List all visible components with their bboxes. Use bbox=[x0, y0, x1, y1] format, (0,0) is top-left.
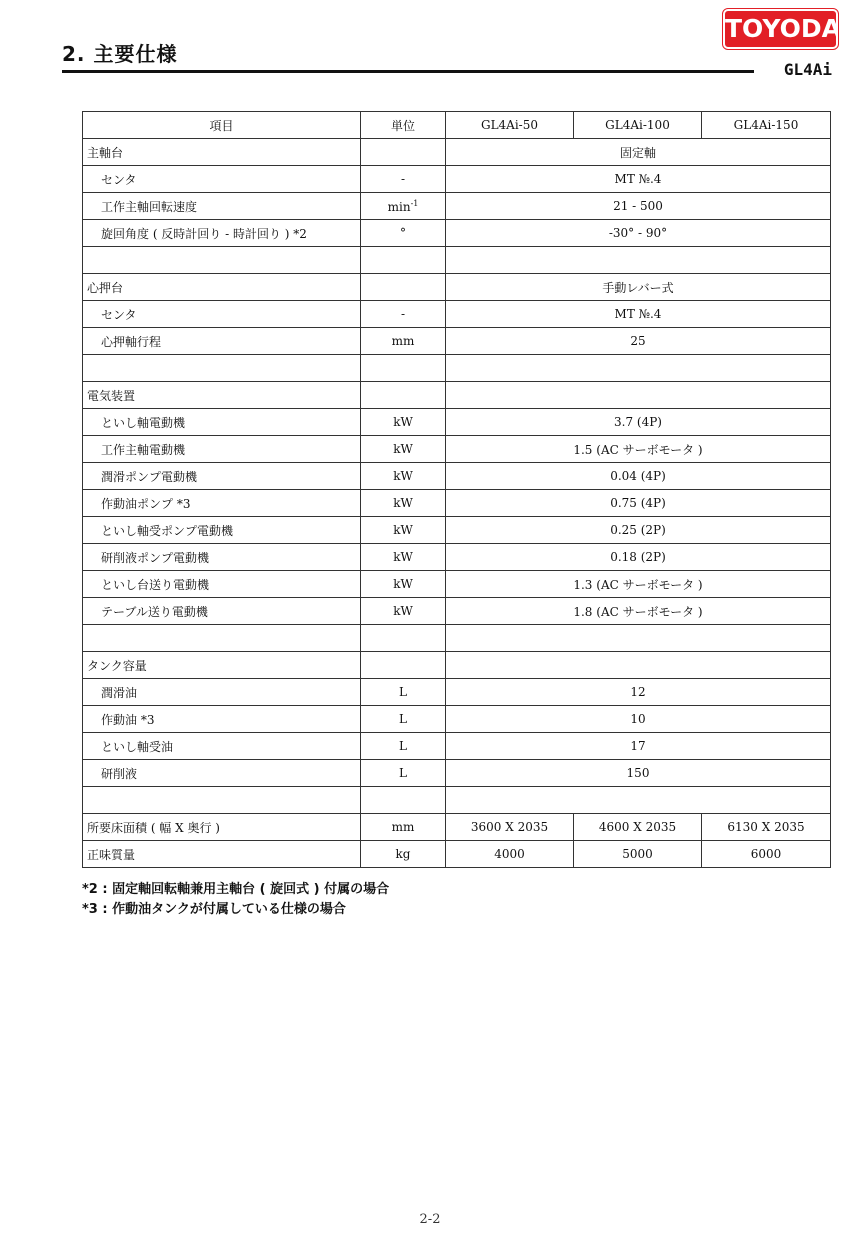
value-cell: 150 bbox=[446, 760, 831, 787]
unit-cell bbox=[361, 220, 446, 247]
table-row bbox=[83, 193, 831, 220]
unit-cell bbox=[361, 706, 446, 733]
table-row bbox=[83, 436, 831, 463]
table-row bbox=[83, 463, 831, 490]
value-cell: 4600 X 2035 bbox=[574, 814, 702, 841]
value-cell: 0.25 (2P) bbox=[446, 517, 831, 544]
unit-text: kW bbox=[393, 415, 413, 429]
value-cell: 6130 X 2035 bbox=[702, 814, 831, 841]
table-row bbox=[83, 382, 831, 409]
unit-cell bbox=[361, 274, 446, 301]
item-cell: 工作主軸回転速度 bbox=[83, 193, 361, 220]
item-cell: テーブル送り電動機 bbox=[83, 598, 361, 625]
value-cell: 固定軸 bbox=[446, 139, 831, 166]
value-cell: 1.8 (AC サーボモータ ) bbox=[446, 598, 831, 625]
table-row bbox=[83, 571, 831, 598]
blank-cell-item bbox=[83, 625, 361, 652]
unit-text: ° bbox=[400, 226, 406, 240]
value-cell: 3.7 (4P) bbox=[446, 409, 831, 436]
unit-text: kW bbox=[393, 577, 413, 591]
table-row bbox=[83, 247, 831, 274]
table-row bbox=[83, 220, 831, 247]
item-cell: 心押軸行程 bbox=[83, 328, 361, 355]
item-cell: といし軸受ポンプ電動機 bbox=[83, 517, 361, 544]
unit-cell bbox=[361, 679, 446, 706]
blank-cell-item bbox=[83, 787, 361, 814]
table-row bbox=[83, 166, 831, 193]
value-cell: 6000 bbox=[702, 841, 831, 868]
value-cell: 3600 X 2035 bbox=[446, 814, 574, 841]
unit-text: - bbox=[400, 172, 406, 186]
unit-text: min bbox=[387, 199, 411, 214]
value-cell: 10 bbox=[446, 706, 831, 733]
table-row bbox=[83, 544, 831, 571]
blank-cell-value bbox=[446, 625, 831, 652]
unit-text: mm bbox=[391, 820, 415, 834]
unit-cell bbox=[361, 652, 446, 679]
table-row bbox=[83, 760, 831, 787]
item-cell: センタ bbox=[83, 166, 361, 193]
spec-table bbox=[82, 111, 831, 868]
unit-cell bbox=[361, 598, 446, 625]
unit-text: L bbox=[399, 685, 407, 699]
item-cell: 作動油 *3 bbox=[83, 706, 361, 733]
section-title: 2. 主要仕様 bbox=[62, 42, 178, 66]
item-cell: 研削液 bbox=[83, 760, 361, 787]
value-cell: MT №.4 bbox=[446, 301, 831, 328]
value-cell: 17 bbox=[446, 733, 831, 760]
table-header-row bbox=[83, 112, 831, 139]
value-cell: 手動レバー式 bbox=[446, 274, 831, 301]
table-row bbox=[83, 841, 831, 868]
item-cell: タンク容量 bbox=[83, 652, 361, 679]
unit-cell bbox=[361, 490, 446, 517]
unit-cell bbox=[361, 166, 446, 193]
unit-text: L bbox=[399, 766, 407, 780]
table-row bbox=[83, 814, 831, 841]
blank-cell-value bbox=[446, 247, 831, 274]
blank-cell-item bbox=[83, 247, 361, 274]
table-row bbox=[83, 301, 831, 328]
table-row bbox=[83, 598, 831, 625]
table-row bbox=[83, 652, 831, 679]
unit-cell bbox=[361, 463, 446, 490]
table-row bbox=[83, 679, 831, 706]
footnotes bbox=[82, 880, 389, 920]
value-cell: 1.3 (AC サーボモータ ) bbox=[446, 571, 831, 598]
footnote-3: *3 : 作動油タンクが付属している仕様の場合 bbox=[82, 902, 346, 917]
table-row bbox=[83, 328, 831, 355]
value-cell: 0.75 (4P) bbox=[446, 490, 831, 517]
item-cell: 潤滑ポンプ電動機 bbox=[83, 463, 361, 490]
table-row bbox=[83, 787, 831, 814]
item-cell: といし台送り電動機 bbox=[83, 571, 361, 598]
value-cell bbox=[446, 652, 831, 679]
blank-cell-unit bbox=[361, 355, 446, 382]
unit-cell bbox=[361, 382, 446, 409]
unit-cell bbox=[361, 814, 446, 841]
table-row bbox=[83, 355, 831, 382]
blank-cell-unit bbox=[361, 625, 446, 652]
toyoda-logo: TOYODA bbox=[723, 9, 838, 49]
item-cell: 心押台 bbox=[83, 274, 361, 301]
header-unit: 単位 bbox=[361, 112, 446, 139]
unit-cell bbox=[361, 733, 446, 760]
unit-text: - bbox=[400, 307, 406, 321]
item-cell: 所要床面積 ( 幅 X 奥行 ) bbox=[83, 814, 361, 841]
value-cell: MT №.4 bbox=[446, 166, 831, 193]
unit-text: kW bbox=[393, 496, 413, 510]
item-cell: といし軸受油 bbox=[83, 733, 361, 760]
item-cell: センタ bbox=[83, 301, 361, 328]
item-cell: 工作主軸電動機 bbox=[83, 436, 361, 463]
table-row bbox=[83, 139, 831, 166]
item-cell: 研削液ポンプ電動機 bbox=[83, 544, 361, 571]
header-gl4ai-150: GL4Ai-150 bbox=[702, 112, 831, 139]
unit-cell bbox=[361, 517, 446, 544]
unit-cell bbox=[361, 841, 446, 868]
unit-text: kW bbox=[393, 442, 413, 456]
unit-cell bbox=[361, 139, 446, 166]
unit-cell bbox=[361, 301, 446, 328]
value-cell: -30° - 90° bbox=[446, 220, 831, 247]
item-cell: 旋回角度 ( 反時計回り - 時計回り ) *2 bbox=[83, 220, 361, 247]
table-row bbox=[83, 490, 831, 517]
unit-text: L bbox=[399, 712, 407, 726]
value-cell: 1.5 (AC サーボモータ ) bbox=[446, 436, 831, 463]
header-item: 項目 bbox=[83, 112, 361, 139]
item-cell: 作動油ポンプ *3 bbox=[83, 490, 361, 517]
item-cell: 潤滑油 bbox=[83, 679, 361, 706]
unit-text: kW bbox=[393, 469, 413, 483]
unit-cell bbox=[361, 760, 446, 787]
table-row bbox=[83, 733, 831, 760]
value-cell: 0.04 (4P) bbox=[446, 463, 831, 490]
unit-superscript: -1 bbox=[410, 198, 419, 208]
table-row bbox=[83, 517, 831, 544]
table-row bbox=[83, 706, 831, 733]
item-cell: 正味質量 bbox=[83, 841, 361, 868]
blank-cell-unit bbox=[361, 787, 446, 814]
value-cell bbox=[446, 382, 831, 409]
value-cell: 4000 bbox=[446, 841, 574, 868]
unit-cell bbox=[361, 571, 446, 598]
value-cell: 21 - 500 bbox=[446, 193, 831, 220]
item-cell: 主軸台 bbox=[83, 139, 361, 166]
table-row bbox=[83, 274, 831, 301]
footnote-2: *2 : 固定軸回転軸兼用主軸台 ( 旋回式 ) 付属の場合 bbox=[82, 882, 390, 897]
blank-cell-unit bbox=[361, 247, 446, 274]
value-cell: 0.18 (2P) bbox=[446, 544, 831, 571]
unit-text: kW bbox=[393, 550, 413, 564]
header-gl4ai-100: GL4Ai-100 bbox=[574, 112, 702, 139]
unit-text: kW bbox=[393, 523, 413, 537]
value-cell: 5000 bbox=[574, 841, 702, 868]
unit-text: mm bbox=[391, 334, 415, 348]
model-name: GL4Ai bbox=[783, 60, 832, 79]
value-cell: 25 bbox=[446, 328, 831, 355]
unit-cell bbox=[361, 409, 446, 436]
unit-text: L bbox=[399, 739, 407, 753]
page-number: 2-2 bbox=[419, 1212, 441, 1227]
blank-cell-item bbox=[83, 355, 361, 382]
header-gl4ai-50: GL4Ai-50 bbox=[446, 112, 574, 139]
spec-table-body bbox=[83, 112, 831, 868]
value-cell: 12 bbox=[446, 679, 831, 706]
unit-cell bbox=[361, 193, 446, 220]
unit-cell bbox=[361, 328, 446, 355]
unit-cell bbox=[361, 544, 446, 571]
table-row bbox=[83, 625, 831, 652]
unit-text: kW bbox=[393, 604, 413, 618]
unit-cell bbox=[361, 436, 446, 463]
blank-cell-value bbox=[446, 355, 831, 382]
header-rule bbox=[62, 70, 754, 73]
blank-cell-value bbox=[446, 787, 831, 814]
table-row bbox=[83, 409, 831, 436]
item-cell: 電気装置 bbox=[83, 382, 361, 409]
item-cell: といし軸電動機 bbox=[83, 409, 361, 436]
unit-text: kg bbox=[395, 847, 411, 861]
